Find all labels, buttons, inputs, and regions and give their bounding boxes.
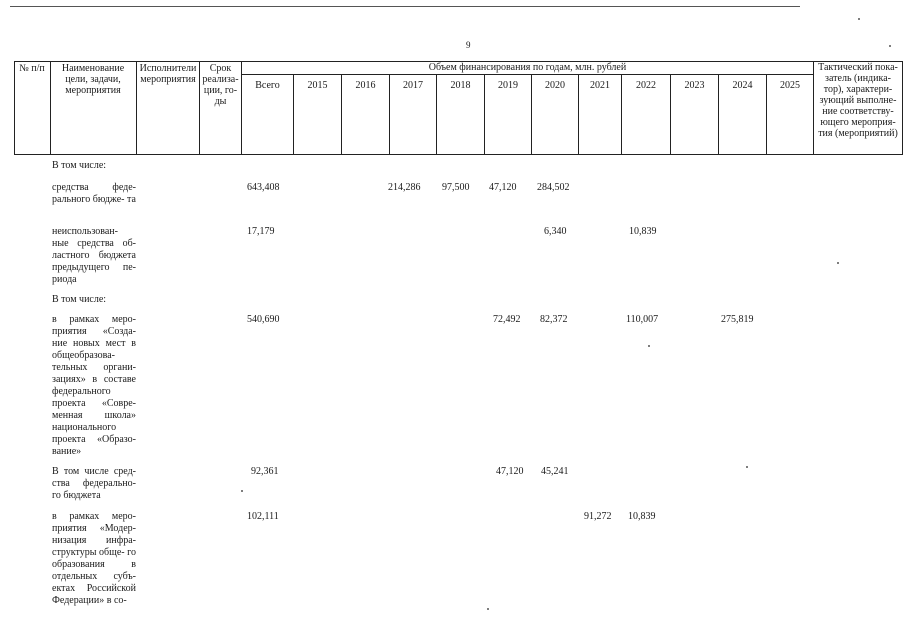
header-year: 2025: [780, 80, 800, 91]
row-value-2019: 47,120: [496, 466, 524, 477]
row-value-2024: 275,819: [721, 314, 754, 325]
scan-speck: [241, 490, 243, 492]
scan-edge-line: [10, 6, 800, 7]
header-year: 2017: [403, 80, 423, 91]
scan-speck: [889, 45, 891, 47]
header-year: 2023: [684, 80, 705, 91]
scan-speck: [648, 345, 650, 347]
header-year: 2016: [355, 80, 376, 91]
row-name: В том числе:: [52, 160, 107, 171]
scan-speck: [487, 608, 489, 610]
header-name: Наименование цели, задачи, мероприятия: [61, 63, 125, 96]
header-funding: Объем финансирования по годам, млн. рублей: [428, 62, 627, 73]
row-name: в рамках меро- приятия «Модер- низация инфра- структуры обще- го образования в отдельных субъ- ектах Российской Федерации» в со-: [52, 511, 136, 606]
header-term: Срок реализа- ции, го- ды: [202, 63, 239, 107]
row-total: 17,179: [247, 226, 275, 237]
scan-speck: [858, 18, 860, 20]
row-value-2020: 6,340: [544, 226, 567, 237]
row-value-2020: 82,372: [540, 314, 568, 325]
row-value-2020: 45,241: [541, 466, 569, 477]
row-value-2020: 284,502: [537, 182, 570, 193]
scan-speck: [746, 466, 748, 468]
row-value-2019: 72,492: [493, 314, 521, 325]
header-year: 2020: [545, 80, 565, 91]
row-value-2018: 97,500: [442, 182, 470, 193]
row-name: неиспользован- ные средства об- ластного бюджета предыдущего пе- риода: [52, 226, 136, 285]
row-name: средства феде- рального бюдже- та: [52, 182, 136, 205]
row-name: В том числе:: [52, 294, 107, 305]
row-value-2017: 214,286: [388, 182, 421, 193]
row-value-2022: 10,839: [628, 511, 656, 522]
header-year: 2019: [498, 80, 518, 91]
row-total: 643,408: [247, 182, 280, 193]
header-no: № п/п: [19, 63, 45, 74]
row-total: 102,111: [247, 511, 279, 522]
header-year: 2015: [307, 80, 328, 91]
row-value-2021: 91,272: [584, 511, 612, 522]
row-name: В том числе сред- ства федерально- го бюджета: [52, 466, 136, 501]
row-value-2019: 47,120: [489, 182, 517, 193]
header-year: 2022: [636, 80, 656, 91]
row-name: в рамках меро- приятия «Созда- ние новых мест в общеобразова- тельных органи- зациях» в составе федерального проекта «Совре- менная школа» национального проекта «Образо- вание»: [52, 314, 136, 457]
header-year: 2018: [450, 80, 471, 91]
row-value-2022: 10,839: [629, 226, 657, 237]
table-header: [14, 61, 903, 155]
row-total: 540,690: [247, 314, 280, 325]
header-executors: Исполнители мероприятия: [139, 63, 197, 85]
row-value-2022: 110,007: [626, 314, 659, 325]
header-total: Всего: [255, 80, 280, 91]
scan-speck: [837, 262, 839, 264]
header-year: 2021: [590, 80, 610, 91]
header-indicator: Тактический пока- затель (индика- тор), характери- зующий выполне- ние соответству- ющего мероприя- тия (мероприятий): [818, 62, 898, 139]
row-total: 92,361: [251, 466, 279, 477]
page-number: 9: [466, 40, 471, 50]
header-year: 2024: [732, 80, 753, 91]
